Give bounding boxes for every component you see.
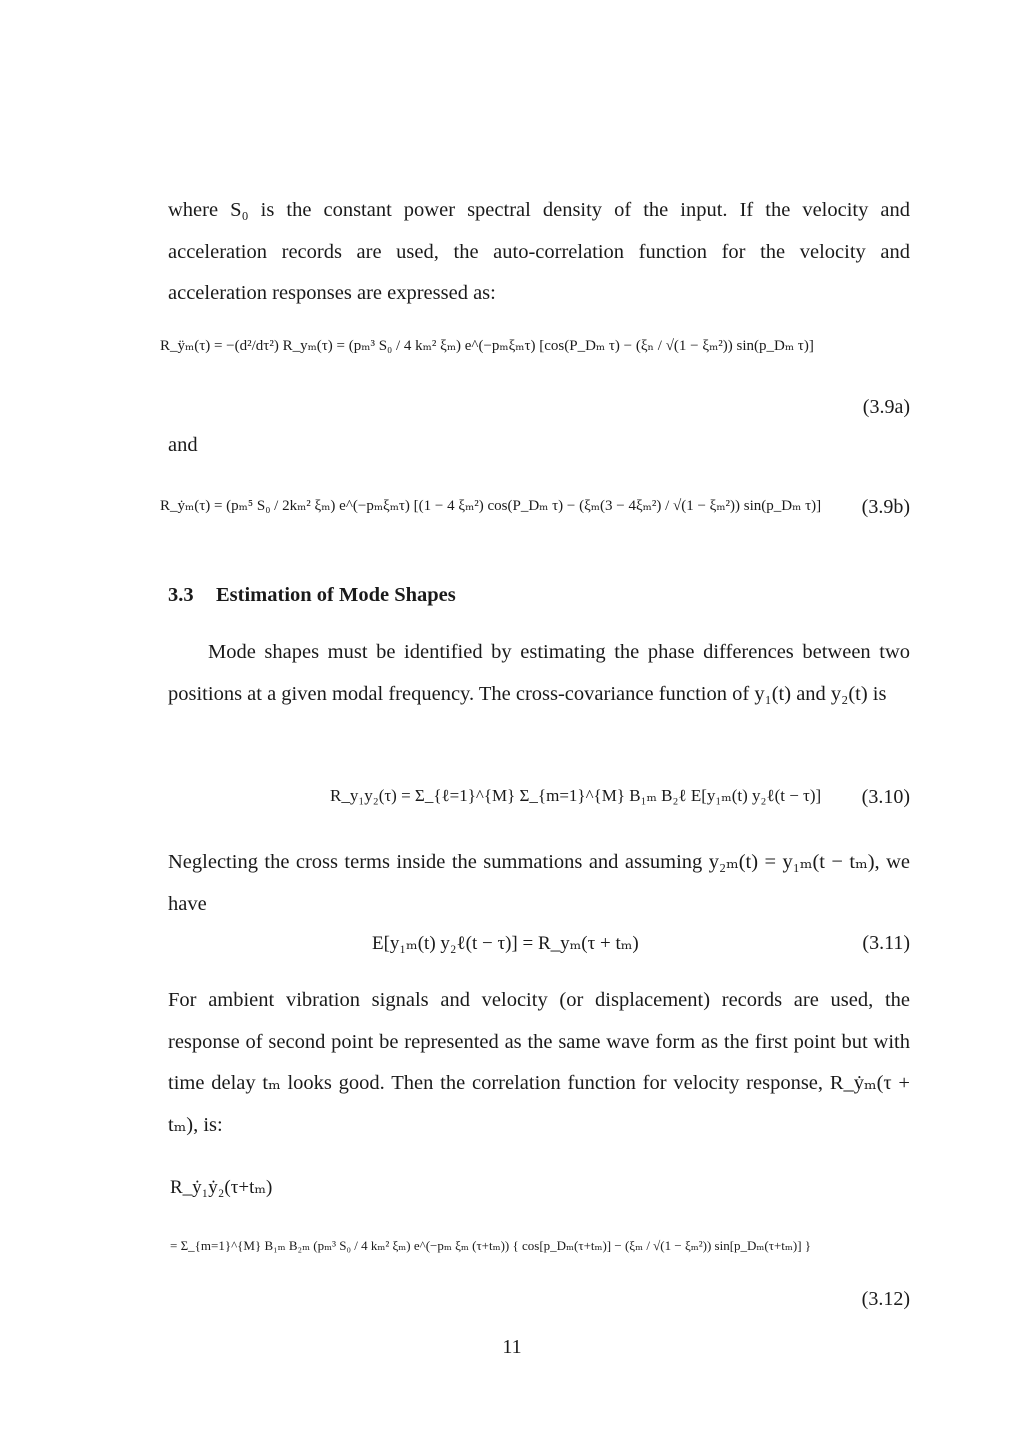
section-number: 3.3 (168, 584, 194, 606)
paragraph-ambient: For ambient vibration signals and velocity (or displacement) records are used, the response of second point be represented as the same wave form as the first point but with time delay tₘ looks good. Then the correlation function for velocity response, R_ẏₘ(τ + tₘ), is: (168, 989, 910, 1136)
equation-3-9b (150, 496, 910, 536)
equation-3-12 (150, 1176, 910, 1316)
page-number: 11 (502, 1336, 522, 1358)
equation-3-10 (150, 786, 910, 826)
equation-3-9a-number: (3.9a) (862, 396, 910, 418)
equation-3-9b-body: R_ẏₘ(τ) = (pₘ⁵ S₀ / 2kₘ² ξₘ) e^(−pₘξₘτ) [(1 − 4 ξₘ²) cos(P_Dₘ τ) − (ξₘ(3 − 4ξₘ²) / √(1 − ξₘ²)) sin(p_Dₘ τ)] (160, 498, 822, 514)
equation-3-12-number: (3.12) (861, 1288, 910, 1310)
equation-3-11-number: (3.11) (862, 932, 910, 954)
equation-3-9a-body: R_ÿₘ(τ) = −(d²/dτ²) R_yₘ(τ) = (pₘ³ S₀ / 4 kₘ² ξₘ) e^(−pₘξₘτ) [cos(P_Dₘ τ) − (ξₙ / √(1 − ξₘ²)) sin(p_Dₘ τ)] (160, 338, 814, 354)
paragraph-neglecting: Neglecting the cross terms inside the summations and assuming y₂ₘ(t) = y₁ₘ(t − tₘ), we have (168, 851, 910, 915)
connector-and: and (168, 434, 198, 456)
paragraph-intro: where S₀ is the constant power spectral density of the input. If the velocity and acceleration records are used, the auto-correlation function for the velocity and acceleration responses are expressed as: (168, 199, 910, 304)
equation-3-11-body: E[y₁ₘ(t) y₂ℓ(t − τ)] = R_yₘ(τ + tₘ) (372, 933, 639, 954)
equation-3-10-body: R_y₁y₂(τ) = Σ_{ℓ=1}^{M} Σ_{m=1}^{M} B₁ₘ B₂ℓ E[y₁ₘ(t) y₂ℓ(t − τ)] (330, 786, 822, 805)
equation-3-9b-number: (3.9b) (861, 496, 910, 518)
paragraph-mode-shapes: Mode shapes must be identified by estimating the phase differences between two positions at a given modal frequency. The cross-covariance function of y₁(t) and y₂(t) is (168, 641, 910, 705)
section-heading (168, 584, 456, 607)
equation-3-9a (150, 336, 910, 426)
section-title: Estimation of Mode Shapes (216, 584, 456, 606)
equation-3-12-body: = Σ_{m=1}^{M} B₁ₘ B₂ₘ (pₘ³ S₀ / 4 kₘ² ξₘ) e^(−pₘ ξₘ (τ+tₘ)) { cos[p_Dₘ(τ+tₘ)] − (ξₘ / √(1 − ξₘ²)) sin[p_Dₘ(τ+tₘ)] } (170, 1238, 812, 1253)
equation-3-12-lhs: R_ẏ₁ẏ₂(τ+tₘ) (170, 1177, 273, 1198)
equation-3-11 (150, 932, 910, 972)
equation-3-10-number: (3.10) (861, 786, 910, 808)
